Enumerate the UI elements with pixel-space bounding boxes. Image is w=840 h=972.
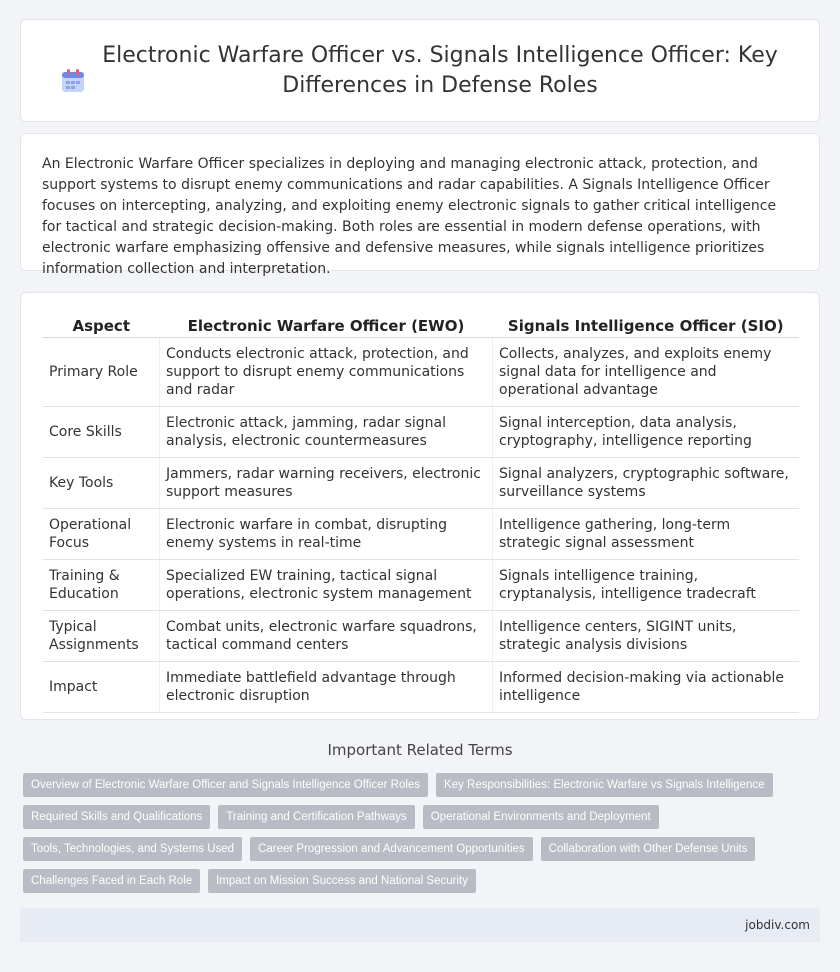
- cell-aspect: Operational Focus: [43, 509, 160, 560]
- related-term-tag[interactable]: Key Responsibilities: Electronic Warfare vs Signals Intelligence: [436, 773, 772, 797]
- cell-ewo: Combat units, electronic warfare squadrons, tactical command centers: [160, 611, 493, 662]
- cell-aspect: Core Skills: [43, 407, 160, 458]
- comparison-table: [43, 313, 799, 713]
- cell-ewo: Specialized EW training, tactical signal operations, electronic system management: [160, 560, 493, 611]
- calendar-icon: [60, 68, 86, 94]
- table-row: [43, 407, 799, 458]
- cell-ewo: Immediate battlefield advantage through electronic disruption: [160, 662, 493, 713]
- cell-ewo: Electronic attack, jamming, radar signal analysis, electronic countermeasures: [160, 407, 493, 458]
- cell-sio: Intelligence gathering, long-term strategic signal assessment: [493, 509, 800, 560]
- related-term-tag[interactable]: Tools, Technologies, and Systems Used: [23, 837, 242, 861]
- cell-sio: Signal interception, data analysis, cryptography, intelligence reporting: [493, 407, 800, 458]
- table-row: [43, 662, 799, 713]
- cell-ewo: Jammers, radar warning receivers, electronic support measures: [160, 458, 493, 509]
- cell-aspect: Training & Education: [43, 560, 160, 611]
- page-title: Electronic Warfare Officer vs. Signals Intelligence Officer: Key Differences in Defense Roles: [102, 42, 778, 98]
- comparison-card: [20, 292, 820, 720]
- related-terms-title: Important Related Terms: [327, 741, 513, 759]
- cell-aspect: Typical Assignments: [43, 611, 160, 662]
- cell-aspect: Primary Role: [43, 338, 160, 407]
- related-term-tag[interactable]: Training and Certification Pathways: [218, 805, 414, 829]
- header-card: [20, 19, 820, 122]
- intro-card: [20, 133, 820, 277]
- cell-aspect: Key Tools: [43, 458, 160, 509]
- cell-sio: Informed decision-making via actionable intelligence: [493, 662, 800, 713]
- related-term-tag[interactable]: Collaboration with Other Defense Units: [541, 837, 756, 861]
- table-row: [43, 611, 799, 662]
- cell-ewo: Conducts electronic attack, protection, and support to disrupt enemy communications and radar: [160, 338, 493, 407]
- footer: [20, 908, 820, 942]
- column-header-sio: Signals Intelligence Officer (SIO): [493, 313, 800, 338]
- cell-aspect: Impact: [43, 662, 160, 713]
- related-terms-list: [23, 773, 823, 893]
- related-term-tag[interactable]: Challenges Faced in Each Role: [23, 869, 200, 893]
- related-term-tag[interactable]: Career Progression and Advancement Opportunities: [250, 837, 533, 861]
- related-term-tag[interactable]: Overview of Electronic Warfare Officer and Signals Intelligence Officer Roles: [23, 773, 428, 797]
- table-row: [43, 338, 799, 407]
- cell-sio: Signal analyzers, cryptographic software, surveillance systems: [493, 458, 800, 509]
- cell-sio: Collects, analyzes, and exploits enemy signal data for intelligence and operational advantage: [493, 338, 800, 407]
- table-row: [43, 509, 799, 560]
- table-row: [43, 560, 799, 611]
- footer-site-link[interactable]: jobdiv.com: [745, 918, 810, 932]
- cell-ewo: Electronic warfare in combat, disrupting enemy systems in real-time: [160, 509, 493, 560]
- column-header-aspect: Aspect: [43, 313, 160, 338]
- table-header-row: [43, 313, 799, 338]
- intro-text: An Electronic Warfare Officer specializes in deploying and managing electronic attack, protection, and support systems to disrupt enemy communications and radar capabilities. A Signals Intelligence Officer focuses on intercepting, analyzing, and exploiting enemy electronic signals to gather critical intelligence for tactical and strategic decision-making. Both roles are essential in modern defense operations, with electronic warfare emphasizing offensive and defensive measures, while signals intelligence prioritizes information collection and interpretation.: [42, 156, 777, 277]
- related-term-tag[interactable]: Impact on Mission Success and National Security: [208, 869, 476, 893]
- cell-sio: Intelligence centers, SIGINT units, strategic analysis divisions: [493, 611, 800, 662]
- related-term-tag[interactable]: Operational Environments and Deployment: [423, 805, 659, 829]
- table-row: [43, 458, 799, 509]
- related-term-tag[interactable]: Required Skills and Qualifications: [23, 805, 210, 829]
- column-header-ewo: Electronic Warfare Officer (EWO): [160, 313, 493, 338]
- cell-sio: Signals intelligence training, cryptanalysis, intelligence tradecraft: [493, 560, 800, 611]
